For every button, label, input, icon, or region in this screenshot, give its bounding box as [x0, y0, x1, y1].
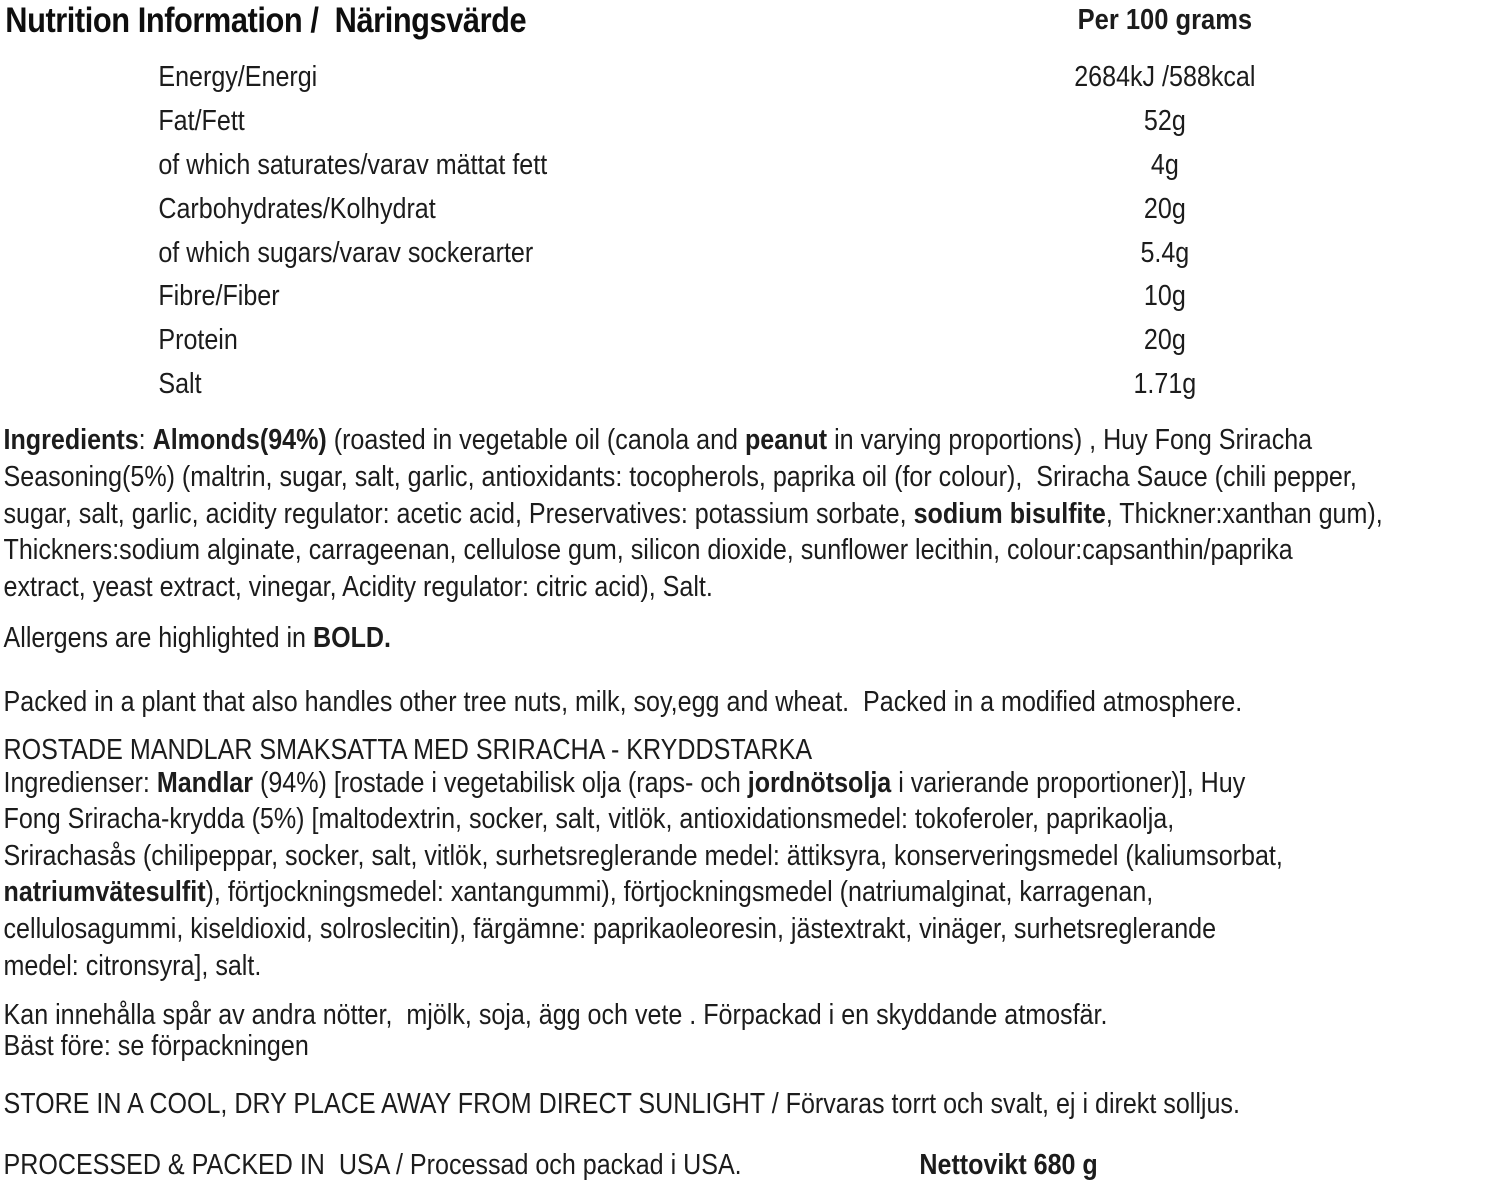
- per-100-grams-column-header: Per 100 grams: [1077, 4, 1253, 36]
- nutrient-value: 5.4g: [1140, 236, 1190, 269]
- table-row-sugars: [0, 231, 1500, 275]
- nutrient-label: Energy/Energi: [158, 61, 318, 94]
- text-line: Thickners:sodium alginate, carrageenan, cellulose gum, silicon dioxide, sunflower lecithin, colour:capsanthin/paprika: [3, 534, 1293, 567]
- allergen-note: [0, 620, 1500, 657]
- ingredients-paragraph-swedish: [0, 765, 1500, 985]
- nutrient-value: 20g: [1143, 324, 1186, 357]
- table-row-fibre: [0, 275, 1500, 319]
- trace-and-best-before-block: [0, 1000, 1500, 1061]
- nutrition-header: [0, 0, 1500, 48]
- packed-note: Packed in a plant that also handles other tree nuts, milk, soy,egg and wheat. Packed in a modified atmosphere.: [3, 685, 1243, 718]
- text-line: Allergens are highlighted in BOLD.: [3, 622, 391, 655]
- nutrient-value: 4g: [1150, 148, 1179, 181]
- text-line: extract, yeast extract, vinegar, Acidity regulator: citric acid), Salt.: [3, 570, 713, 603]
- trace-note-swedish: Kan innehålla spår av andra nötter, mjölk, soja, ägg och vete . Förpackad i en skyddande atmosfär.: [3, 999, 1108, 1032]
- ingredients-paragraph-english: [0, 422, 1500, 605]
- nutrient-label: Protein: [158, 324, 238, 357]
- swedish-product-title: ROSTADE MANDLAR SMAKSATTA MED SRIRACHA - KRYDDSTARKA: [3, 733, 813, 766]
- nutrient-value: 52g: [1143, 105, 1186, 138]
- processed-packed-note: PROCESSED & PACKED IN USA / Processad och packad i USA.: [3, 1149, 742, 1182]
- nutrient-label: Fat/Fett: [158, 105, 245, 138]
- nutrient-value: 10g: [1143, 280, 1186, 313]
- nutrient-label: of which saturates/varav mättat fett: [158, 148, 548, 181]
- nutrition-table: [0, 56, 1500, 406]
- nutrient-label: Salt: [158, 367, 202, 400]
- best-before-note: Bäst före: se förpackningen: [3, 1029, 309, 1062]
- table-row-carbohydrates: [0, 187, 1500, 231]
- text-line: Seasoning(5%) (maltrin, sugar, salt, garlic, antioxidants: tocopherols, paprika oil (for colour), Sriracha Sauce (chili pepper,: [3, 460, 1357, 493]
- table-row-salt: [0, 363, 1500, 407]
- nutrient-label: Fibre/Fiber: [158, 280, 280, 313]
- nutrient-value: 20g: [1143, 192, 1186, 225]
- net-weight: Nettovikt 680 g: [919, 1149, 1098, 1182]
- table-row-protein: [0, 319, 1500, 363]
- nutrition-title: Nutrition Information / Näringsvärde: [5, 1, 527, 40]
- text-line: natriumvätesulfit), förtjockningsmedel: xantangummi), förtjockningsmedel (natriumalginat, karragenan,: [3, 876, 1154, 909]
- storage-note: STORE IN A COOL, DRY PLACE AWAY FROM DIRECT SUNLIGHT / Förvaras torrt och svalt, ej i direkt solljus.: [3, 1088, 1240, 1121]
- footer-row: [0, 1150, 1500, 1180]
- text-line: sugar, salt, garlic, acidity regulator: acetic acid, Preservatives: potassium sorbate, sodium bisulfite, Thickner:xanthan gum),: [3, 497, 1383, 530]
- table-row-saturates: [0, 144, 1500, 188]
- text-line: Srirachasås (chilipeppar, socker, salt, vitlök, surhetsreglerande medel: ättiksyra, konserveringsmedel (kaliumsorbat,: [3, 839, 1283, 872]
- text-line: Fong Sriracha-krydda (5%) [maltodextrin, socker, salt, vitlök, antioxidationsmedel: tokoferoler, paprikaolja,: [3, 803, 1175, 836]
- text-line: Ingredienser: Mandlar (94%) [rostade i vegetabilisk olja (raps- och jordnötsolja i varierande proportioner)], Huy: [3, 766, 1246, 799]
- table-row-fat: [0, 100, 1500, 144]
- nutrient-value: 2684kJ /588kcal: [1074, 61, 1256, 94]
- nutrient-value: 1.71g: [1133, 367, 1197, 400]
- text-line: cellulosagummi, kiseldioxid, solroslecitin), färgämne: paprikaoleoresin, jästextrakt, vinäger, surhetsreglerande: [3, 912, 1217, 945]
- text-line: medel: citronsyra], salt.: [3, 949, 262, 982]
- text-line: Ingredients: Almonds(94%) (roasted in vegetable oil (canola and peanut in varying proportions) , Huy Fong Sriracha: [3, 424, 1313, 457]
- nutrient-label: Carbohydrates/Kolhydrat: [158, 192, 436, 225]
- table-row-energy: [0, 56, 1500, 100]
- nutrient-label: of which sugars/varav sockerarter: [158, 236, 534, 269]
